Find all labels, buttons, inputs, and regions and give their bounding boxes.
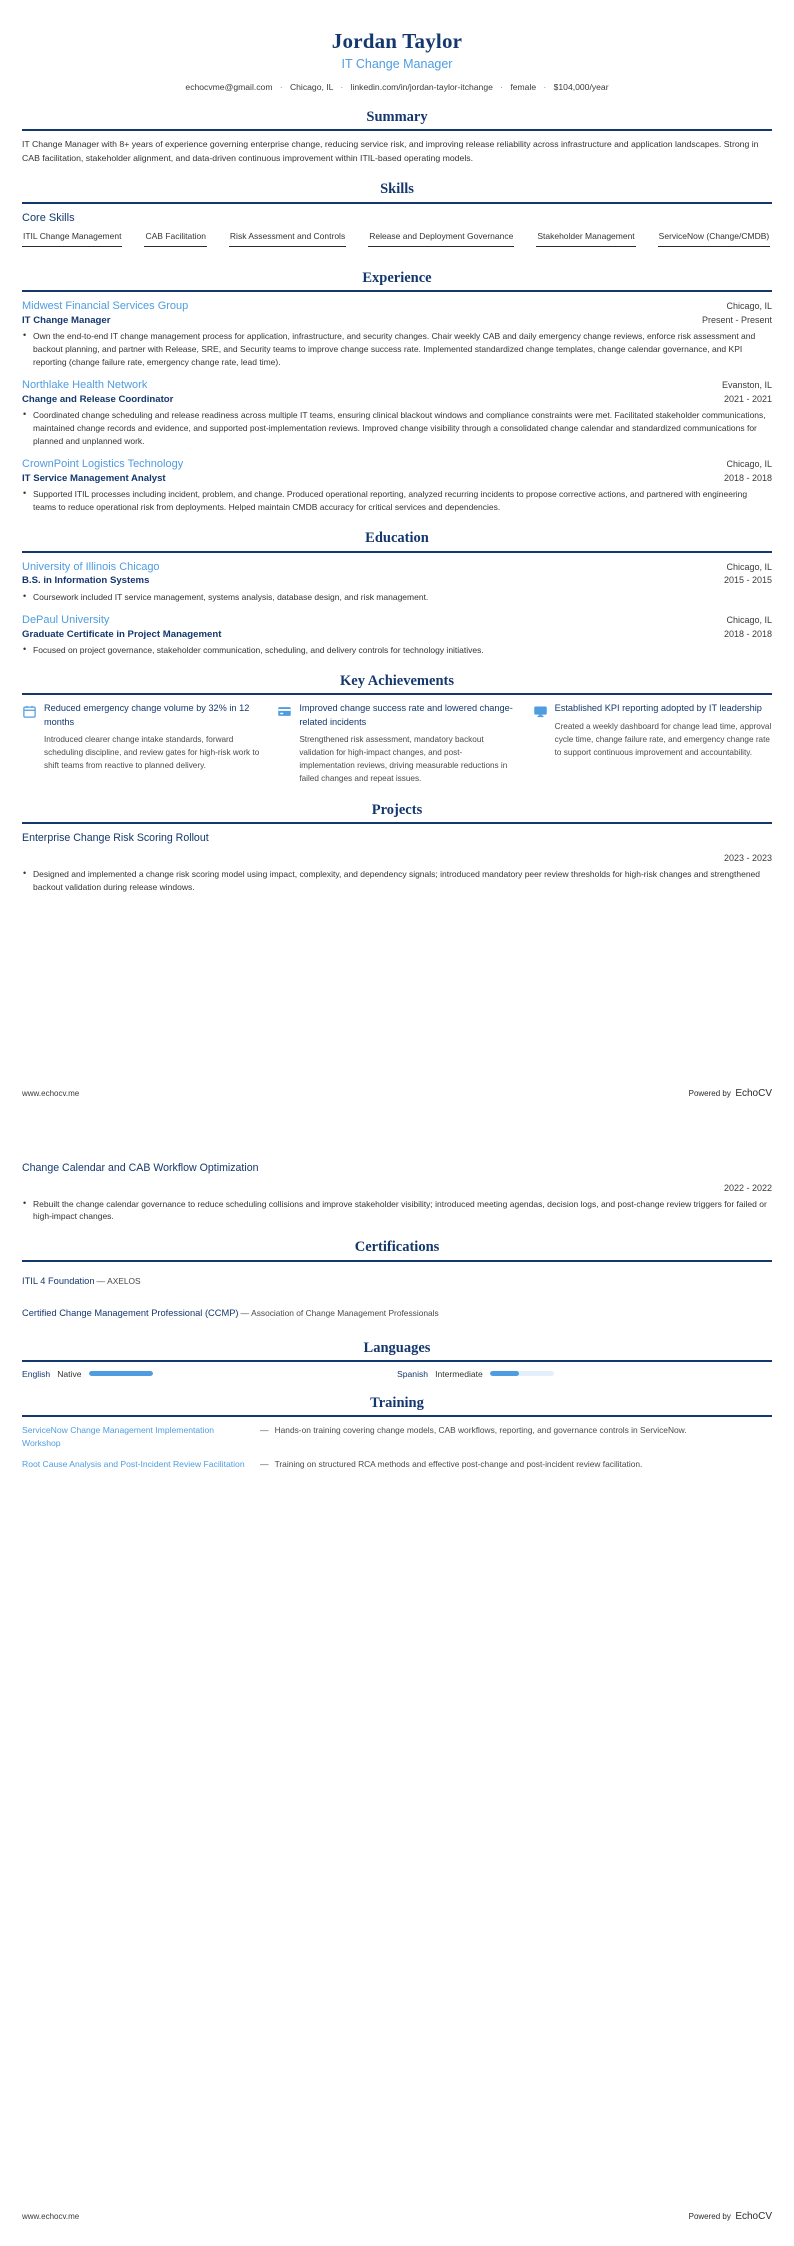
experience-location: Chicago, IL [726,459,772,470]
education-organization: DePaul University [22,613,110,626]
achievement-item [277,702,516,786]
section-title-training: Training [370,1394,424,1411]
certification-item [22,1269,772,1291]
section-title-languages: Languages [363,1339,431,1356]
section-education [22,530,772,657]
experience-dates: 2021 - 2021 [723,393,772,404]
skill-chip: ITIL Change Management [22,230,122,247]
section-divider [22,1260,772,1262]
contact-separator-icon: · [279,82,283,92]
calendar-icon [22,702,37,719]
language-name: English [22,1368,51,1379]
education-role: B.S. in Information Systems [22,575,150,587]
education-entry-subheader [22,574,772,587]
footer-url[interactable]: www.echocv.me [22,2212,80,2221]
education-bullet: • Focused on project governance, stakeholder communication, scheduling, and delivery controls for technology initiatives. [22,644,772,657]
education-entry-header [22,613,772,628]
footer-powered-by [689,1083,772,1101]
contact-line [22,81,772,93]
language-level: Intermediate [435,1368,483,1379]
section-divider [22,1360,772,1362]
project-bullet: • Rebuilt the change calendar governance to reduce scheduling collisions and improve stakeholder visibility; introduced meeting agendas, decision logs, and post-change review triggers for failed or high-impact changes. [22,1198,772,1224]
experience-entry-subheader [22,393,772,406]
section-summary [22,109,772,165]
section-title-experience: Experience [362,269,432,286]
language-name: Spanish [397,1368,429,1379]
training-list [22,1424,772,1471]
section-experience [22,270,772,514]
training-name: ServiceNow Change Management Implementation Workshop [22,1425,215,1448]
experience-entry-subheader [22,472,772,485]
achievement-body [555,702,772,759]
training-item [22,1424,772,1449]
experience-bullets [22,330,772,369]
experience-entry-header [22,378,772,393]
experience-list [22,299,772,514]
section-projects [22,802,772,894]
achievement-description: Created a weekly dashboard for change lead time, approval cycle time, change failure rate, and emergency change rate to support continuous improvement and accountability. [554,721,772,757]
certification-item [22,1301,772,1323]
certification-separator: — [240,1308,250,1319]
project-entry [22,831,772,893]
education-location: Chicago, IL [726,561,772,572]
contact-separator-icon: · [543,82,547,92]
resume-page-2 [0,1123,794,2246]
project-bullets [22,868,772,894]
language-proficiency-bar [89,1371,153,1376]
training-item [22,1458,772,1471]
achievement-item [533,702,772,786]
achievement-body [299,702,516,786]
training-name: Root Cause Analysis and Post-Incident Review Facilitation [22,1459,245,1470]
project-bullets [22,1198,772,1224]
experience-bullets [22,488,772,514]
experience-role: IT Change Manager [22,315,111,326]
achievement-item [22,702,261,786]
language-proficiency-fill [490,1371,519,1376]
candidate-job-title: IT Change Manager [341,57,453,72]
resume-header [22,26,772,93]
section-title-achievements: Key Achievements [340,672,454,689]
section-divider [22,1415,772,1417]
section-title-projects: Projects [371,801,423,818]
skill-chip: Release and Deployment Governance [368,230,514,247]
certification-issuer: AXELOS [107,1275,141,1286]
education-dates: 2015 - 2015 [723,575,772,586]
contact-location: Chicago, IL [289,81,334,92]
contact-gender: female [510,81,537,92]
skills-list [22,230,772,254]
section-title-education: Education [365,530,429,547]
certification-separator: — [96,1275,106,1286]
skill-chip: CAB Facilitation [144,230,206,247]
achievement-title: Improved change success rate and lowered change-related incidents [299,703,513,727]
achievement-title: Established KPI reporting adopted by IT leadership [554,703,762,714]
project-bullet: • Designed and implemented a change risk scoring model using impact, complexity, and dependency signals; introduced mandatory peer review thresholds for high-risk changes and strengthened backout validation during release windows. [22,868,772,894]
language-level: Native [57,1368,82,1379]
achievement-body [44,702,261,773]
languages-list [22,1369,772,1379]
project-title: Change Calendar and CAB Workflow Optimization [22,1162,259,1174]
projects-list-continued [22,1161,772,1223]
certification-issuer: Association of Change Management Professionals [251,1308,439,1319]
education-bullets [22,644,772,657]
certification-name: ITIL 4 Foundation [22,1275,95,1286]
contact-separator-icon: · [340,82,344,92]
project-entry [22,1161,772,1223]
section-title-certifications: Certifications [354,1239,440,1256]
project-title: Enterprise Change Risk Scoring Rollout [22,832,209,845]
experience-location: Evanston, IL [721,380,772,391]
language-proficiency-fill [89,1371,153,1376]
projects-list [22,831,772,893]
experience-entry [22,299,772,369]
language-item [397,1369,772,1379]
experience-entry [22,378,772,448]
education-entry [22,613,772,657]
experience-location: Chicago, IL [726,301,772,312]
experience-bullet: • Coordinated change scheduling and release readiness across multiple IT teams, ensuring clinical blackout windows and compliance constraints were met. Facilitated stakeholder communications, maintained change records and evidence, and supported post-implementation reviews. Improved change visibility through a consolidated change calendar and standardized communications for planned and unplanned work. [22,409,772,448]
training-separator: — [260,1425,269,1436]
contact-email[interactable]: echocvme@gmail.com [185,81,273,92]
language-proficiency-bar [490,1371,554,1376]
education-bullets [22,591,772,604]
experience-dates: Present - Present [701,315,772,325]
experience-entry-header [22,299,772,314]
training-separator: — [260,1459,269,1470]
section-divider [22,693,772,695]
footer-url[interactable]: www.echocv.me [22,1089,80,1098]
section-key-achievements [22,673,772,786]
education-entry [22,560,772,604]
section-divider [22,822,772,824]
skill-chip: Risk Assessment and Controls [229,230,346,247]
section-title-summary: Summary [366,108,428,125]
experience-bullet: • Own the end-to-end IT change management process for application, infrastructure, and security changes. Chair weekly CAB and daily emergency change reviews, enforce risk assessment and backout planning, and partner with Release, SRE, and Security teams to improve change success rate. Implemented standardized change templates, change calendar governance, and KPI reporting (change failure rate, emergency change rate, lead time). [22,330,772,369]
project-dates: 2022 - 2022 [723,1182,772,1193]
footer-powered-label: Powered by [688,1089,731,1098]
education-organization: University of Illinois Chicago [22,560,160,573]
achievement-description: Introduced clearer change intake standards, forward scheduling discipline, and review gates for high-risk work to shift teams from reactive to planned delivery. [44,735,260,770]
page-footer [22,1083,772,1101]
contact-salary: $104,000/year [553,81,609,92]
footer-powered-label: Powered by [688,2212,731,2221]
achievement-description: Strengthened risk assessment, mandatory backout validation for high-impact changes, and post-implementation reviews, driving measurable reductions in failed changes and repeat issues. [299,735,508,783]
summary-text: IT Change Manager with 8+ years of experience governing enterprise change, reducing service risk, and improving release reliability across infrastructure and application landscapes. Strong in CAB facilitation, stakeholder alignment, and data-driven continuous improvement within ITIL-based operating models. [22,139,759,163]
experience-entry [22,457,772,514]
experience-organization: CrownPoint Logistics Technology [22,458,184,471]
experience-role: Change and Release Coordinator [22,393,174,405]
education-location: Chicago, IL [726,614,772,625]
monitor-icon [533,702,548,719]
skill-chip: Stakeholder Management [536,230,635,247]
section-divider [22,202,772,204]
section-skills [22,181,772,254]
section-divider [22,129,772,131]
section-certifications [22,1239,772,1323]
achievements-grid [22,702,772,786]
section-training [22,1395,772,1471]
certifications-list [22,1269,772,1324]
experience-role: IT Service Management Analyst [22,472,166,484]
contact-linkedin[interactable]: linkedin.com/in/jordan-taylor-itchange [350,81,493,92]
education-dates: 2018 - 2018 [723,628,772,639]
candidate-name: Jordan Taylor [331,29,463,53]
language-item [22,1369,397,1379]
footer-brand-name: EchoCV [735,2211,772,2222]
education-list [22,560,772,657]
achievement-title: Reduced emergency change volume by 32% in 12 months [44,703,250,727]
experience-organization: Northlake Health Network [22,379,148,392]
experience-organization: Midwest Financial Services Group [22,300,189,313]
contact-separator-icon: · [500,82,503,92]
credit-card-icon [277,702,292,719]
experience-dates: 2018 - 2018 [723,472,772,483]
training-description: Hands-on training covering change models, CAB workflows, reporting, and governance controls in ServiceNow. [274,1425,687,1436]
experience-entry-header [22,457,772,472]
skill-chip: ServiceNow (Change/CMDB) [658,230,771,247]
education-bullet: • Coursework included IT service management, systems analysis, database design, and risk management. [22,591,772,604]
section-divider [22,551,772,553]
footer-powered-by [689,2206,772,2224]
page-footer [22,2206,772,2224]
experience-bullets [22,409,772,448]
skills-category-label: Core Skills [22,211,75,224]
experience-bullet: • Supported ITIL processes including incident, problem, and change. Produced operational reporting, analyzed recurring incidents to propose corrective actions, and partnered with engineering teams to reduce operational risk from deployments. Helped maintain CMDB accuracy for critical services and dependencies. [22,488,772,514]
section-languages [22,1340,772,1379]
training-description: Training on structured RCA methods and effective post-change and post-incident review facilitation. [274,1459,643,1470]
project-dates: 2023 - 2023 [723,853,772,864]
experience-entry-subheader [22,314,772,327]
section-title-skills: Skills [380,181,414,198]
certification-name: Certified Change Management Professional (CCMP) [22,1308,239,1319]
education-entry-header [22,560,772,575]
section-divider [22,290,772,292]
education-entry-subheader [22,628,772,641]
footer-brand-name: EchoCV [735,1088,772,1099]
education-role: Graduate Certificate in Project Management [22,628,222,640]
